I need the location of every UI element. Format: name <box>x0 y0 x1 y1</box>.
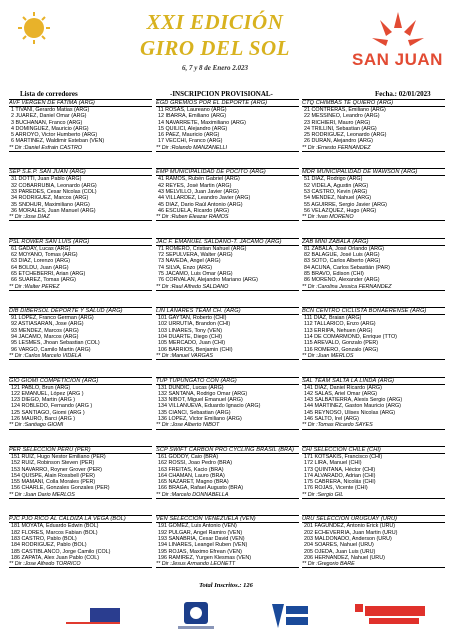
sun-logo-icon <box>12 8 92 48</box>
rider-entry: 82 BALAGUÉ, José Luis (ARG) <box>304 252 380 259</box>
team-name: PER SELECCIÓN PERU (PER) <box>9 446 152 454</box>
rider-entry: 176 ROJAS, Vicente (CHI) <box>304 485 368 492</box>
team-director: ** Dir :Tomas Ricardo SAYES <box>302 422 445 429</box>
rider-entry: 182 FLORES, Marcos Fabian (BOL) <box>11 529 98 536</box>
rider-entry: 46 ESCUELA, Ricardo (ARG) <box>158 207 229 214</box>
rider-entry: 25 RODRIGUEZ, Leonardo (ARG) <box>304 132 387 139</box>
team-name: LIN LANARES TEAM CH. (ARG) <box>156 307 299 315</box>
team-name: EGD GREMIOS POR EL DEPORTE (ARG) <box>156 99 299 107</box>
inscription-status: -INSCRIPCION PROVISIONAL- <box>170 90 273 98</box>
federacion-ciclista-sanjuanina-logo <box>178 600 214 630</box>
rider-entry: 21 CONTRERAS, Emiliano (ARG) <box>304 107 386 113</box>
rider-entry: 55 AGUIRRE, Sergio Javier (ARG) <box>304 201 387 208</box>
team-name: BCN CENTRO CICLISTA BONAERENSE (ARG) <box>302 307 445 315</box>
rider-entry: 206 HERNANDEZ, Nahuel (URU) <box>304 554 385 561</box>
rider-entry: 91 LOPEZ, Franco German (ARG) <box>11 315 94 322</box>
san-juan-logo-text: SAN JUAN <box>352 50 443 69</box>
team-block <box>302 377 445 433</box>
rider-entry: 101 GAYTAN, Roberto (CHI) <box>158 315 227 322</box>
team-block <box>9 307 152 363</box>
team-block <box>9 446 152 502</box>
rider-entry: 174 ALVARADO, Adrian (CHI) <box>304 472 376 479</box>
team-director: ** Dir :Sergio GIL <box>302 492 445 499</box>
rider-entry: 83 SOTO, Carlos Alberto (ARG) <box>304 258 381 265</box>
rider-entry: 66 SUAREZ, Tomas (ARG) <box>11 277 76 284</box>
team-director: ** Dir :Rolando MANZANELLI <box>156 145 299 152</box>
team-block <box>156 99 299 155</box>
team-director: ** Dir :Marcelo DONNABELLA <box>156 492 299 499</box>
team-name: DIB DIBERSOL DEPORTE Y SALUD (ARG) <box>9 307 152 315</box>
rider-entry: 193 SANABRIA, Cesar David (VEN) <box>158 535 245 542</box>
event-name-title: GIRO DEL SOL <box>140 36 290 60</box>
rider-entry: 145 REYNOSO, Ulises Nicolas (ARG) <box>304 409 396 416</box>
rider-entry: 74 SILVA, Enzo (ARG) <box>158 264 213 271</box>
rider-entry: 106 BARRIOS, Benjamin (CHI) <box>158 346 233 353</box>
rider-entry: 183 CASTRO, Pablo (BOL) <box>11 535 77 542</box>
team-director: ** Dir :Juan MERLOS <box>302 353 445 360</box>
team-block <box>156 377 299 433</box>
team-name: PJC PJO RICO AL CALDIZA LA VEGA (BOL) <box>9 515 152 523</box>
rider-entry: 114 DE COMARMOND, Enrique (TTO) <box>304 334 397 341</box>
team-block <box>156 307 299 363</box>
team-name: CHI SELECCIÓN CHILE (CHI) <box>302 446 445 454</box>
rider-entry: 186 ZAPATA, Alex Juan Pablo (COL) <box>11 554 100 561</box>
rider-entry: 52 VIDELA, Agustin (ARG) <box>304 182 369 189</box>
rider-entry: 166 BRAGA, Rafael Augusto (BRA) <box>158 485 244 492</box>
rider-entry: 195 ROJAS, Maximo Efrean (VEN) <box>158 548 242 555</box>
team-name: URU SELECCIÓN URUGUAY (URU) <box>302 515 445 523</box>
rider-entry: 134 VILLANUEVA, Eduardo Ignacio (ARG) <box>158 403 261 410</box>
rider-entry: 64 BOLDU, Juan (ARG) <box>11 264 69 271</box>
team-block <box>156 168 299 224</box>
revolucion-logo-icon <box>355 600 425 632</box>
rider-entry: 26 DURAN, Alejandro (ARG) <box>304 138 373 145</box>
rider-entry: 6 MARTINEZ, Waldimir Esteban (VEN) <box>11 138 105 145</box>
team-name: PSL ROWER SAN LUIS (ARG) <box>9 238 152 246</box>
rider-entry: 181 MOYATA, Eduardo Edwin (BOL) <box>11 523 99 530</box>
team-block <box>156 515 299 571</box>
rider-entry: 63 DIAZ, Lorenzo (ARG) <box>11 258 71 265</box>
rider-entry: 56 VELAZQUEZ, Hugo (ARG) <box>304 207 377 214</box>
team-name: TUP TUPUNGATO CON (ARG) <box>156 377 299 385</box>
team-block <box>302 238 445 294</box>
rider-entry: 192 PULGAR, Angel Ramiro (VEN) <box>158 529 243 536</box>
team-name: MDR MUNICIPALIDAD DE WAWSON (ARG) <box>302 168 445 176</box>
rider-entry: 161 GODOY, Caio (BRA) <box>158 454 219 460</box>
team-name: VEN SELECCIÓN VENEZUELA (VEN) <box>156 515 299 523</box>
rider-entry: 122 EMANUEL, López (ARG ) <box>11 390 84 397</box>
rider-entry: 71 ROMERO, Cristian Nahuel (ARG) <box>158 245 247 252</box>
rider-entry: 175 CABRERA, Nicolás (CHI) <box>304 479 376 486</box>
federation-badge-icon <box>178 600 214 632</box>
team-director: ** Dir :Ivan MORENO <box>302 214 445 221</box>
team-name: AVF VERGEN DE FATIMA (ARG) <box>9 99 152 107</box>
team-director: ** Dir :Jose DIAZ <box>9 214 152 221</box>
rider-entry: 165 NAZARET, Magno (BRA) <box>158 479 229 486</box>
rider-entry: 205 OJEDA, Juan Luis (URU) <box>304 548 376 555</box>
event-edition-title: XXI EDICIÓN <box>146 10 284 34</box>
team-name: CTQ CHIMBAS TE QUIERO (ARG) <box>302 99 445 107</box>
rider-entry: 54 MENDEZ, Nahuel (ARG) <box>304 195 372 202</box>
rider-entry: 155 MAMANI, Colla Morales (PER) <box>11 479 96 486</box>
team-block <box>9 377 152 433</box>
rider-entry: 156 CHARLE, Gonzales Gonzales (PER) <box>11 485 110 492</box>
rider-entry: 16 PAEZ, Mauricio (ARG) <box>158 132 220 139</box>
rider-entry: 172 LIRA, Manuel (CHI) <box>304 460 362 467</box>
rider-entry: 171 KOTSAKIS, Francisco (CHI) <box>304 454 383 460</box>
team-name: ZAB MINI ZABALA (ARG) <box>302 238 445 246</box>
team-name: GIO GIOMI COMPETICION (ARG) <box>9 377 152 385</box>
team-director: ** Dir :Jose Alberto NIBOT <box>156 422 299 429</box>
rider-entry: 81 ZABALA, José Orlando (ARG) <box>304 245 384 252</box>
rider-entry: 95 LESMES, Jhoan Sebastian (COL) <box>11 340 100 347</box>
rider-entry: 191 GOMEZ, Luis Antonio (VEN) <box>158 523 237 530</box>
rider-entry: 24 TRILLINI, Sebastian (ARG) <box>304 125 377 132</box>
rider-entry: 151 RUIZ, Hugo Nestor Emiliano (PER) <box>11 454 106 460</box>
team-director: ** Dir :Jesus Armando LEONETT <box>156 561 299 568</box>
rider-entry: 144 MARTINEZ, Gaston Mauricio (ARG) <box>304 403 401 410</box>
rider-entry: 45 DIAZ, Dario Raúl Antonio (ARG) <box>158 201 243 208</box>
rider-entry: 33 PAREDES, Cesar Nicolas (COL) <box>11 188 97 195</box>
rider-entry: 123 DIEGO, Martin (ARG ) <box>11 397 76 404</box>
rider-entry: 96 VARGO, Camilo Martin (ARG) <box>11 346 91 353</box>
rider-entry: 31 DOTTI, Juan Pablo (ARG) <box>11 176 82 183</box>
rider-entry: 126 MAURO, Barci (ARG ) <box>11 416 76 423</box>
team-block <box>302 307 445 363</box>
rider-entry: 15 QUILICI, Alejandro (ARG) <box>158 125 228 132</box>
rider-entry: 185 CASTIBLANCO, Jorge Camilo (COL) <box>11 548 111 555</box>
rider-entry: 73 NAVEDA, Angel (ARG) <box>158 258 221 265</box>
rider-entry: 113 ERRIPA, Nehuen (ARG) <box>304 327 373 334</box>
rider-entry: 41 RAMOS, Rubén Gabriel (ARG) <box>158 176 240 183</box>
team-director: ** Dir :Carolina Jessica FERNANDEZ <box>302 284 445 291</box>
rider-entry: 146 SALTO, Irel (ARG) <box>304 416 359 423</box>
rider-entry: 133 NIBOT, Miguel Emanuel (ARG) <box>158 397 243 404</box>
rider-entry: 121 PABLO, Brun (ARG) <box>11 384 71 391</box>
rider-entry: 53 CASTRO, Kevin (ARG) <box>304 188 368 195</box>
rider-entry: 116 ROMERO, Gonzalo (ARG) <box>304 346 379 353</box>
rider-entry: 43 MELVILLO, Juan Javier (ARG) <box>158 188 239 195</box>
rider-entry: 135 CIANCI, Sebastian (ARG) <box>158 409 231 416</box>
rider-entry: 62 MOYANO, Tomas (ARG) <box>11 252 78 259</box>
rider-entry: 1 TIVANI, Gerardo Matias (ARG) <box>11 107 90 113</box>
teams-grid <box>9 99 445 605</box>
uci-america-tour-logo <box>66 600 120 630</box>
rider-entry: 112 TALLARICO, Enzo (ARG) <box>304 321 376 328</box>
footer-sponsors <box>0 592 452 640</box>
rider-entry: 75 JACAMO, Luis Omar (ARG) <box>158 270 233 277</box>
revolucion-suma-deporte-logo <box>355 600 425 630</box>
rider-entry: 141 DIAZ, Daniel Ricardo (ARG) <box>304 384 382 391</box>
team-name: EMP MUNICIPALIDAD DE POCITO (ARG) <box>156 168 299 176</box>
rider-entry: 23 RICHIERI, Mauro (ARG) <box>304 119 371 126</box>
list-label: Lista de corredores <box>20 90 78 98</box>
rider-entry: 4 DOMINGUEZ, Mauricio (ARG) <box>11 125 89 132</box>
rider-entry: 5 ARROYO, Victor Humberto (ARG) <box>11 132 98 139</box>
team-block <box>302 515 445 571</box>
team-block <box>156 238 299 294</box>
rider-entry: 202 ECHEVERRIA, Juan Martin (URU) <box>304 529 398 536</box>
rider-entry: 131 DUNDIC, Lucas (ARG) <box>158 384 224 391</box>
rider-entry: 115 AREVALO, Gonzalo (PER) <box>304 340 379 347</box>
rider-entry: 104 DUARTE, Diego (CHI) <box>158 334 223 341</box>
rider-entry: 65 ETCHEBERRI, Arian (ARG) <box>11 270 86 277</box>
team-director: ** Dir :Daniel Esfrain CASTRO <box>9 145 152 152</box>
rider-entry: 12 IBARRA, Emiliano (ARG) <box>158 113 227 120</box>
team-block <box>9 168 152 224</box>
rider-entry: 17 VECCHI, Franco (ARG) <box>158 138 223 145</box>
rider-entry: 94 JACAMO, Marcos (ARG) <box>11 334 79 341</box>
rider-entry: 125 SANTIAGO, Giomi (ARG ) <box>11 409 85 416</box>
rider-entry: 72 SEPULVERA, Walter (ARG) <box>158 252 233 259</box>
rider-entry: 164 CHAMAN, Lauro (BRA) <box>158 472 225 479</box>
san-juan-sun-logo-icon <box>350 2 446 82</box>
rider-entry: 152 RUIZ, Robinson Steven (PER) <box>11 460 95 467</box>
rider-entry: 2 JUAREZ, Daniel Omar (ARG) <box>11 113 87 120</box>
rider-entry: 93 MENDEZ, Marcos (ARG) <box>11 327 79 334</box>
team-name: SCP SWIFT CARBON PRO CYCLING BRASIL (BRA) <box>156 446 299 454</box>
rider-entry: 173 QUINTANA, Héctor (CHI) <box>304 466 376 473</box>
fac-pyr-logo <box>270 600 310 630</box>
rider-entry: 105 MERCADO, Juan (CHI) <box>158 340 226 347</box>
uci-logo-icon <box>66 600 120 630</box>
team-block <box>9 99 152 155</box>
rider-entry: 204 SOARES, Nahuel (URU) <box>304 542 374 549</box>
rider-entry: 34 RODRIGUEZ, Marcos (ARG) <box>11 195 89 202</box>
rider-entry: 42 REYES, José Martin (ARG) <box>158 182 232 189</box>
rider-entry: 201 FAGUNDEZ, Antonio Erick (URU) <box>304 523 396 530</box>
rider-entry: 153 NAVARRO, Royner Grover (PER) <box>11 466 102 473</box>
rider-entry: 44 VILLARDEZ, Leandro Javier (ARG) <box>158 195 251 202</box>
rider-entry: 136 LOPEZ, Victor Emiliano (ARG) <box>158 416 242 423</box>
rider-entry: 76 CORVALAN, Alejandro Mariano (ARG) <box>158 277 258 284</box>
rider-entry: 51 DIAZ, Rodrigo (ARG) <box>304 176 363 183</box>
rider-entry: 14 NAVARRETE, Maximiliano (ARG) <box>158 119 246 126</box>
rider-entry: 111 DIAZ, Braian (ARG) <box>304 315 362 322</box>
team-block <box>9 238 152 294</box>
rider-entry: 203 MALDONADO, Anderson (URU) <box>304 535 392 542</box>
team-block <box>156 446 299 502</box>
rider-entry: 84 ACUÑA, Carlos Sebastián (PAR) <box>304 264 390 271</box>
team-block <box>302 168 445 224</box>
rider-entry: 35 SNDHUR, Maximiliano (ARG) <box>11 201 90 208</box>
team-director: ** Dir :Carlos Marcelo VIDELA <box>9 353 152 360</box>
total-registered: Total Inscritos.: 126 <box>199 582 253 589</box>
rider-entry: 196 RAMIREZ, Yurgen Klesmas (VEN) <box>158 554 252 561</box>
list-date: Fecha.: 02/01/2023 <box>375 90 431 98</box>
rider-entry: 163 FREITAS, Kacio (BRA) <box>158 466 224 473</box>
rider-entry: 36 MORALES, Juan Manuel (ARG) <box>11 207 96 214</box>
rider-entry: 3 BUCHANAN, Franco (ARG) <box>11 119 83 126</box>
rider-entry: 102 URRUTIA, Brandon (CHI) <box>158 321 231 328</box>
team-name: SEP S.E.P. SAN JUAN (ARG) <box>9 168 152 176</box>
team-name: SAL TEAM SALTA LA LINDA (ARG) <box>302 377 445 385</box>
team-director: ** Dir :Ernesto FERNANDEZ <box>302 145 445 152</box>
rider-entry: 194 LINARES, Leangel Ruben (VEN) <box>158 542 248 549</box>
team-block <box>302 99 445 155</box>
rider-entry: 124 ROBLEDO, Fernando (ARG ) <box>11 403 93 410</box>
rider-entry: 103 LINARES, Tony (VEN) <box>158 327 223 334</box>
team-director: ** Dir :Walter PEREZ <box>9 284 152 291</box>
team-director: ** Dir :Manuel VARGAS <box>156 353 299 360</box>
rider-entry: 22 MESSINEO, Leandro (ARG) <box>304 113 380 120</box>
team-block <box>9 515 152 571</box>
event-dates: 6, 7 y 8 de Enero 2.023 <box>181 64 249 72</box>
team-director: ** Dir :Santiago GIOMI <box>9 422 152 429</box>
team-director: ** Dir :Juan Dario MERLOS <box>9 492 152 499</box>
team-director: ** Dir :Jose Alfredo TORRICO <box>9 561 152 568</box>
rider-entry: 143 SALBATIERRA, Alexis Sergio (ARG) <box>304 397 403 404</box>
rider-entry: 154 QUISPE, Alain Rossbell (PER) <box>11 472 95 479</box>
rider-entry: 32 COBARRUBIA, Leonardo (ARG) <box>11 182 97 189</box>
rider-entry: 61 GADAY, Lucas (ARG) <box>11 245 71 252</box>
fac-logo-icon <box>270 600 310 632</box>
rider-entry: 85 BRAVO, Edison (CHI) <box>304 270 364 277</box>
team-director: ** Dir :Gregorio BARE <box>302 561 445 568</box>
rider-entry: 162 ROSSI, Joao Pedro (BRA) <box>158 460 233 467</box>
team-director: ** Dir :Raul Alfredo SALDAÑO <box>156 284 299 291</box>
team-director: ** Dir :Ruben Eleazar RAMOS <box>156 214 299 221</box>
rider-entry: 132 SANTANA, Rodrigo Omar (ARG) <box>158 390 248 397</box>
rider-entry: 184 RODRIGUEZ, Pablo (BOL) <box>11 542 87 549</box>
header <box>0 0 452 84</box>
rider-entry: 86 MORENO, Alexander (ARG) <box>304 277 380 284</box>
rider-entry: 11 ROSAS, Laureano (ARG) <box>158 107 227 113</box>
rider-entry: 92 ASTIASARAN, Jose (ARG) <box>11 321 84 328</box>
team-name: JAC F. EMANUEL SALDAÑO-T. JACAMO (ARG) <box>156 238 299 246</box>
rider-entry: 142 SALAS, Ariel Omar (ARG) <box>304 390 378 397</box>
team-block <box>302 446 445 502</box>
